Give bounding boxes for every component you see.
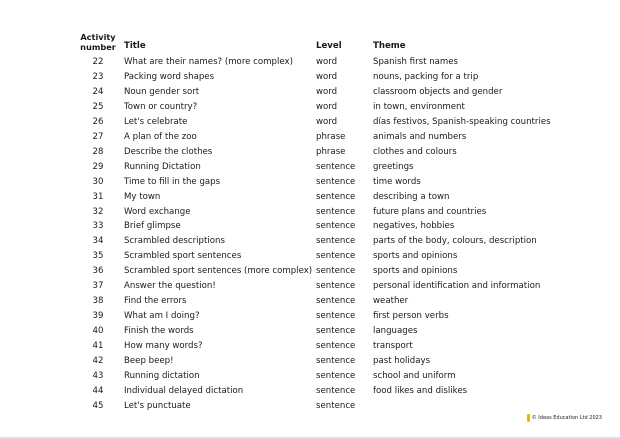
theme-cell: Spanish first names [373,57,459,67]
activity-number-cell: 28 [92,146,104,157]
activity-table [76,26,573,414]
activity-number-cell: 24 [92,86,104,97]
activity-number-cell: 40 [92,326,104,337]
theme-cell: weather [373,296,409,307]
activity-number-cell: 25 [92,101,104,112]
title-cell: What am I doing? [124,311,200,322]
theme-cell: sports and opinions [373,266,458,277]
activity-number-cell: 42 [92,356,104,367]
activity-number-cell: 44 [92,385,104,396]
table-row [76,85,573,100]
table-row [76,55,573,70]
table-row [76,100,573,115]
activity-number-cell: 26 [92,116,104,127]
title-cell: Describe the clothes [124,146,213,157]
theme-cell: past holidays [373,356,431,367]
title-cell: Individual delayed dictation [124,385,244,396]
title-cell: Beep beep! [124,356,174,367]
title-cell: What are their names? (more complex) [124,57,293,67]
ideas-logo-icon [527,414,530,422]
level-cell: sentence [316,206,356,217]
table-row [76,324,573,339]
table-row [76,399,573,414]
theme-cell: languages [373,326,418,337]
activity-number-cell: 41 [92,341,104,352]
level-cell: sentence [316,311,356,322]
header-theme: Theme [373,41,406,51]
activity-number-cell: 45 [92,400,104,411]
theme-cell: first person verbs [373,311,449,322]
header-title: Title [124,41,146,51]
level-cell: sentence [316,400,356,411]
level-cell: phrase [316,131,346,142]
level-cell: sentence [316,266,356,277]
level-cell: sentence [316,176,356,187]
theme-cell: personal identification and information [373,281,541,292]
theme-cell: negatives, hobbies [373,221,455,232]
title-cell: Packing word shapes [124,71,215,82]
level-cell: sentence [316,251,356,262]
activity-number-cell: 37 [92,281,104,292]
level-cell: word [316,86,338,97]
table-row [76,115,573,130]
activity-number-cell: 33 [92,221,104,232]
title-cell: Finish the words [124,326,194,337]
table-row [76,205,573,220]
title-cell: Running Dictation [124,161,201,172]
table-row [76,190,573,205]
theme-cell: food likes and dislikes [373,385,468,396]
activity-number-cell: 34 [92,236,104,247]
title-cell: My town [124,191,161,202]
title-cell: Running dictation [124,371,200,382]
title-cell: Scrambled sport sentences [124,251,242,262]
theme-cell: in town, environment [373,101,465,112]
copyright-footer [527,414,602,422]
theme-cell: transport [373,341,413,352]
theme-cell: school and uniform [373,371,456,382]
table-row [76,145,573,160]
activity-number-cell: 32 [92,206,104,217]
level-cell: word [316,71,338,82]
table-row [76,219,573,234]
theme-cell: días festivos, Spanish-speaking countries [373,116,551,127]
theme-cell: clothes and colours [373,146,457,157]
activity-number-cell: 30 [92,176,104,187]
title-cell: Let's celebrate [124,116,188,127]
table-row [76,175,573,190]
title-cell: How many words? [124,341,203,352]
level-cell: sentence [316,221,356,232]
level-cell: sentence [316,281,356,292]
activity-number-cell: 35 [92,251,104,262]
theme-cell: classroom objects and gender [373,86,503,97]
level-cell: sentence [316,385,356,396]
title-cell: Answer the question! [124,281,216,292]
level-cell: sentence [316,341,356,352]
table-row [76,309,573,324]
activity-number-cell: 43 [92,371,104,382]
activity-number-cell: 22 [92,57,104,67]
copyright-text: © Ideas Education Ltd 2023 [531,415,602,421]
level-cell: sentence [316,356,356,367]
title-cell: Town or country? [124,101,198,112]
table-row [76,339,573,354]
title-cell: Word exchange [124,206,191,217]
level-cell: sentence [316,326,356,337]
activity-number-cell: 36 [92,266,104,277]
theme-cell: animals and numbers [373,131,467,142]
table-row [76,160,573,175]
theme-cell [373,399,573,414]
title-cell: Time to fill in the gaps [124,176,221,187]
table-row [76,130,573,145]
activity-number-cell: 31 [92,191,104,202]
theme-cell: describing a town [373,191,450,202]
activity-number-cell: 39 [92,311,104,322]
table-row [76,384,573,399]
level-cell: sentence [316,236,356,247]
table-row [76,264,573,279]
table-body [76,55,573,414]
theme-cell: nouns, packing for a trip [373,71,479,82]
header-row [76,26,573,55]
theme-cell: time words [373,176,421,187]
table-row [76,70,573,85]
level-cell: sentence [316,296,356,307]
level-cell: sentence [316,371,356,382]
theme-cell: parts of the body, colours, description [373,236,537,247]
level-cell: sentence [316,191,356,202]
header-level: Level [316,41,342,51]
activity-number-cell: 29 [92,161,104,172]
title-cell: Brief glimpse [124,221,181,232]
activity-number-cell: 38 [92,296,104,307]
table-row [76,249,573,264]
level-cell: word [316,116,338,127]
table-row [76,369,573,384]
level-cell: word [316,101,338,112]
table-row [76,354,573,369]
table-row [76,279,573,294]
title-cell: Scrambled descriptions [124,236,225,247]
theme-cell: greetings [373,161,414,172]
level-cell: phrase [316,146,346,157]
activity-number-cell: 27 [92,131,104,142]
title-cell: Let's punctuate [124,400,191,411]
level-cell: sentence [316,161,356,172]
activity-number-cell: 23 [92,71,104,82]
title-cell: Scrambled sport sentences (more complex) [124,266,313,277]
title-cell: A plan of the zoo [124,131,197,142]
header-activity-number: Activity number [80,32,116,52]
table-row [76,234,573,249]
table-row [76,294,573,309]
title-cell: Find the errors [124,296,187,307]
theme-cell: sports and opinions [373,251,458,262]
title-cell: Noun gender sort [124,86,200,97]
level-cell: word [316,57,338,67]
theme-cell: future plans and countries [373,206,487,217]
